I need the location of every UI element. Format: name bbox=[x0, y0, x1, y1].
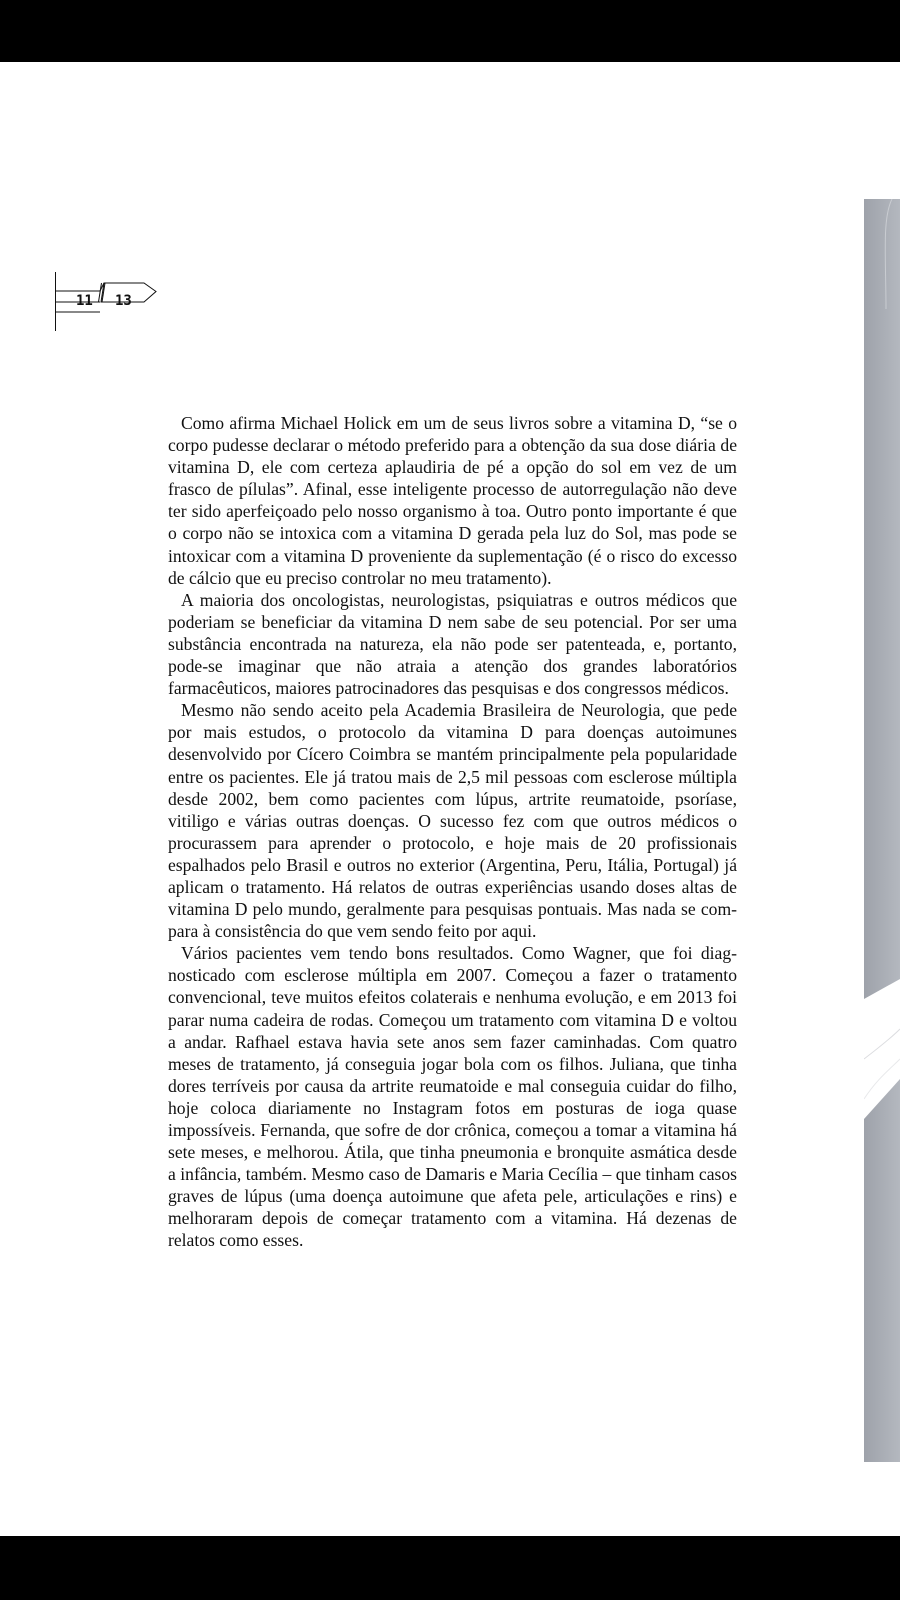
paragraph: A maioria dos oncologistas, neurologistas, psiquiatras e outros médicos que poderiam se beneficiar da vitamina D nem sabe de seu potencial. Por ser uma substância encontrada na natureza, ela não pode ser patenteada, e, portanto, pode-se imaginar que não atraia a atenção dos grandes laboratórios farmacêuticos, maiores patrocinadores das pesquisas e dos congressos médicos. bbox=[168, 589, 737, 699]
paragraph: Vários pacientes vem tendo bons resultados. Como Wagner, que foi diagnosticado com esclerose múltipla em 2007. Começou a fazer o tratamento convencional, teve muitos efeitos colaterais e nenhuma evolução, e em 2013 foi parar numa cadeira de rodas. Começou um tratamento com vitamina D e voltou a andar. Rafhael estava havia sete anos sem fazer caminhadas. Com quatro meses de tratamento, já conseguia jogar bola com os filhos. Juliana, que tinha dores terríveis por causa da artrite reumatoide e mal conseguia cuidar do filho, hoje coloca diariamente no Instagram fotos em posturas de ioga quase impossíveis. Fernanda, que sofre de dor crônica, começou a tomar a vitamina há sete meses, e melhorou. Átila, que tinha pneumonia e bronquite asmática desde a infância, também. Mesmo caso de Damaris e Maria Cecília – que tinham casos graves de lúpus (uma doença autoimune que afeta pele, articulações e rins) e melhoraram depois de começar tratamento com a vitamina. Há dezenas de relatos como esses. bbox=[168, 943, 737, 1251]
page-curl-icon bbox=[852, 199, 900, 1462]
next-page-edge[interactable] bbox=[852, 199, 900, 1462]
page-indicator[interactable] bbox=[55, 272, 165, 332]
paragraph: Mesmo não sendo aceito pela Academia Brasileira de Neurologia, que pede por mais estudos, o protocolo da vitamina D para doenças autoimunes desenvolvido por Cícero Coimbra se mantém principalmente pela popularidade entre os pacientes. Ele já tratou mais de 2,5 mil pessoas com esclerose múltipla desde 2002, bem como pacientes com lúpus, artrite reumatoide, psoríase, vitiligo e várias outras doenças. O sucesso fez com que outros médicos o procurassem para aprender o protocolo, e hoje mais de 20 profissionais espalhados pelo Brasil e outros no exterior (Argentina, Peru, Itália, Portugal) já aplicam o tratamento. Há relatos de outras experiências usando doses altas de vitamina D pelo mundo, geralmente para pesquisas pontuais. Mas nada se compara à consistência do que vem sendo feito por aqui. bbox=[168, 700, 737, 942]
total-pages-number: 13 bbox=[115, 293, 132, 309]
page-indicator-frame-icon bbox=[55, 272, 165, 332]
book-page[interactable] bbox=[0, 62, 900, 1536]
paragraph: Como afirma Michael Holick em um de seus livros sobre a vitamina D, “se o corpo pudesse declarar o método preferido para a obtenção da sua dose diária de vitamina D, ele com certeza aplaudiria de pé a opção do sol em vez de um frasco de pílulas”. Afinal, esse inteligente processo de autorregulação não deve ter sido aperfeiçoado pelo nosso organismo à toa. Outro ponto importante é que o corpo não se intoxica com a vitamina D gerada pela luz do Sol, mas pode se intoxicar com a vitamina D proveniente da suplementação (é o risco do excesso de cálcio que eu preciso controlar no meu tratamento). bbox=[168, 413, 737, 588]
body-text bbox=[168, 412, 737, 1252]
current-page-number: 11 bbox=[76, 293, 93, 309]
